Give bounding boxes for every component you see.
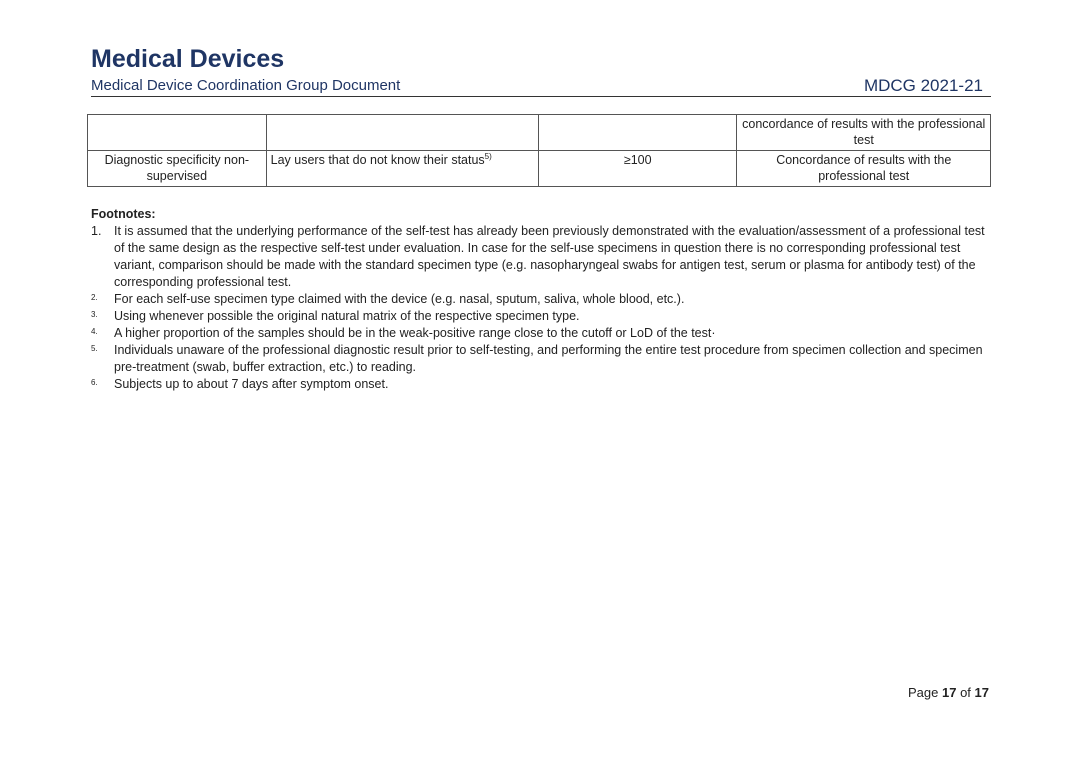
footnote-text: Individuals unaware of the professional diagnostic result prior to self-testing, and performing the entire test procedure from specimen collection and specimen pre-treatment (swab, buffer extraction, etc.) to reading.	[114, 343, 983, 374]
table-cell: Diagnostic specificity non-supervised	[88, 151, 267, 187]
footnote-item	[91, 325, 991, 342]
footnote-number: 5.	[91, 344, 98, 353]
table-row	[88, 115, 991, 151]
table-cell: Concordance of results with the professional test	[737, 151, 991, 187]
document-subtitle: Medical Device Coordination Group Document	[91, 77, 401, 94]
footnote-text: Using whenever possible the original natural matrix of the respective specimen type.	[114, 309, 580, 323]
footnote-number: 6.	[91, 378, 98, 387]
page-prefix: Page	[908, 685, 942, 700]
footnote-number: 3.	[91, 310, 98, 319]
footnotes-section	[91, 206, 991, 393]
footnote-item	[91, 291, 991, 308]
table-cell: concordance of results with the professional test	[737, 115, 991, 151]
footnote-ref: 5)	[484, 151, 492, 161]
footnote-number: 2.	[91, 293, 98, 302]
page-current: 17	[941, 685, 957, 700]
footnote-number: 1.	[91, 224, 102, 238]
footnote-text: Subjects up to about 7 days after symptom onset.	[114, 377, 389, 391]
table-cell	[538, 115, 737, 151]
footnote-item	[91, 342, 991, 376]
cell-text: Lay users that do not know their status	[270, 153, 485, 167]
page-of: of	[956, 685, 975, 700]
table-cell: ≥100	[538, 151, 737, 187]
footnote-number: 4.	[91, 327, 98, 336]
document-reference: MDCG 2021-21	[863, 76, 983, 95]
table-cell	[266, 151, 538, 187]
footnote-item	[91, 308, 991, 325]
page-number	[908, 685, 989, 700]
page-header	[91, 44, 991, 97]
table-cell	[266, 115, 538, 151]
page-total: 17	[974, 685, 989, 700]
document-brand-title: Medical Devices	[91, 45, 285, 73]
footnote-text: It is assumed that the underlying performance of the self-test has already been previously demonstrated with the evaluation/assessment of a professional test of the same design as the respective self-test under evaluation. In case for the self-use specimens in question there is no corresponding professional test variant, comparison should be made with the standard specimen type (e.g. nasopharyngeal swabs for antigen test, serum or plasma for antibody test) of the corresponding professional test.	[114, 224, 985, 289]
footnote-text: For each self-use specimen type claimed with the device (e.g. nasal, sputum, saliva, whole blood, etc.).	[114, 292, 685, 306]
footnote-item	[91, 223, 991, 291]
footnotes-title: Footnotes:	[91, 207, 156, 221]
footnote-text: A higher proportion of the samples should be in the weak-positive range close to the cutoff or LoD of the test·	[114, 326, 716, 340]
table-cell	[88, 115, 267, 151]
footnote-item	[91, 376, 991, 393]
table-row	[88, 151, 991, 187]
requirements-table	[87, 114, 991, 187]
header-subtitle-row	[91, 74, 991, 97]
